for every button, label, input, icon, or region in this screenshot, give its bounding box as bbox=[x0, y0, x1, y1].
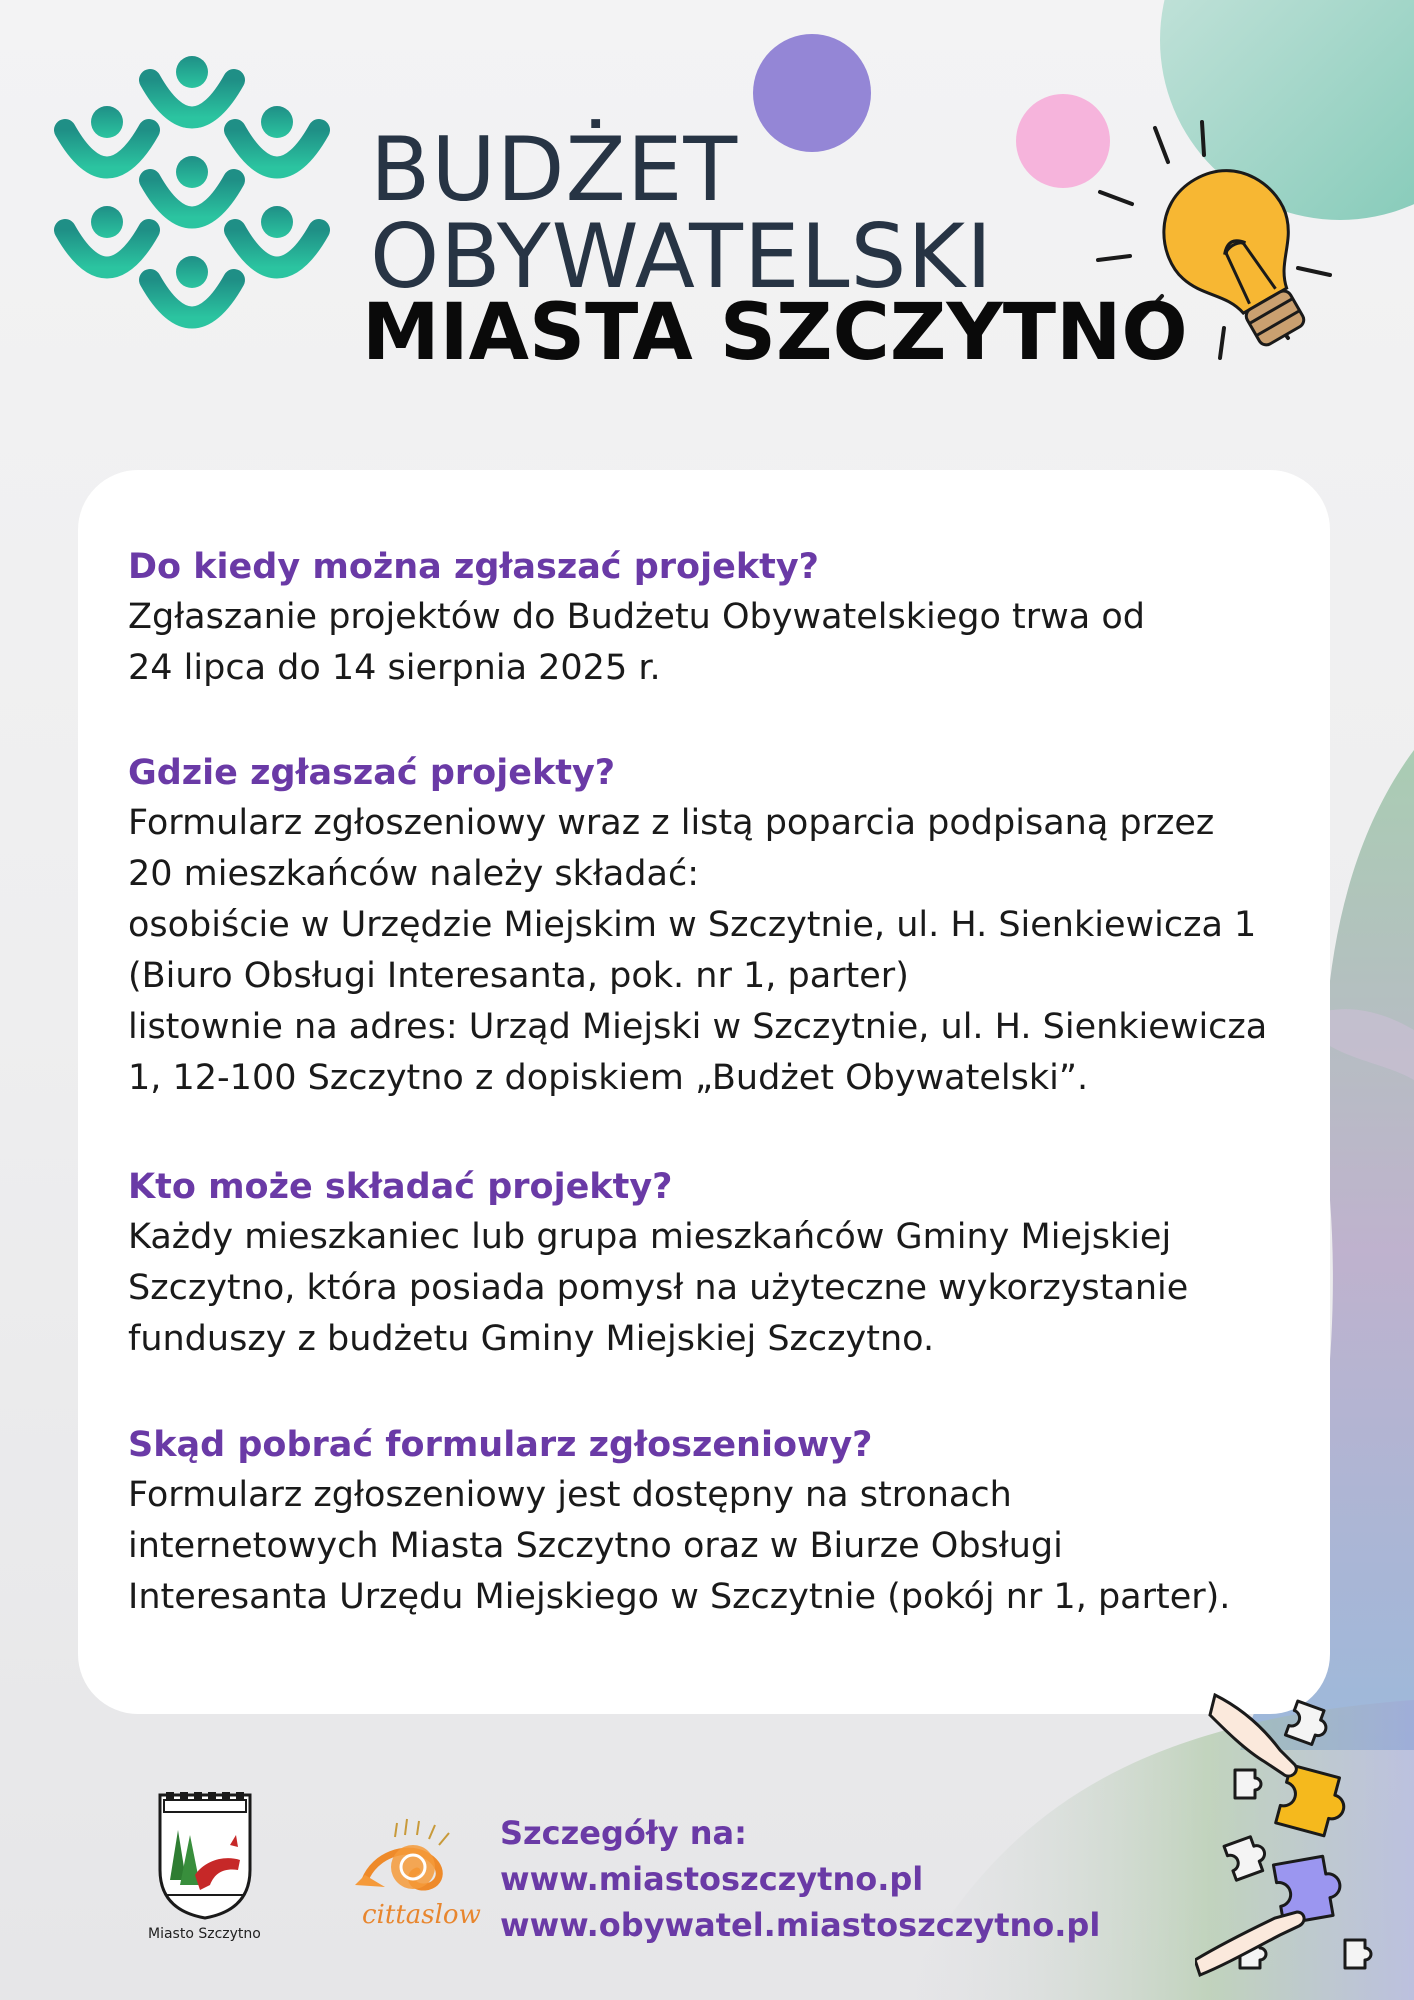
budzet-obywatelski-logo bbox=[52, 40, 342, 370]
answer-where: Formularz zgłoszeniowy wraz z listą poparcia podpisaną przez 20 mieszkańców należy składać: osobiście w Urzędzie Miejskim w Szczytnie, ul. H. Sienkiewicza 1 (Biuro Obsługi Interesanta, pok. nr 1, parter) listownie na adres: Urząd Miejski w Szczytnie, ul. H. Sienkiewicza 1, 12-100 Szczytno z dopiskiem „Budżet Obywatelski”. bbox=[128, 803, 1268, 1098]
question-who: Kto może składać projekty? bbox=[128, 1167, 673, 1207]
question-where: Gdzie zgłaszać projekty? bbox=[128, 753, 616, 793]
question-form-download: Skąd pobrać formularz zgłoszeniowy? bbox=[128, 1425, 873, 1465]
answer-who: Każdy mieszkaniec lub grupa mieszkańców Gminy Miejskiej Szczytno, która posiada pomysł na użyteczne wykorzystanie funduszy z budżetu Gminy Miejskiej Szczytno. bbox=[128, 1217, 1189, 1359]
purple-circle-decoration bbox=[752, 33, 872, 153]
website-link-obywatel[interactable]: www.obywatel.miastoszczytno.pl bbox=[500, 1906, 1101, 1944]
city-crest-logo bbox=[150, 1790, 260, 1920]
question-deadline: Do kiedy można zgłaszać projekty? bbox=[128, 547, 819, 587]
cittaslow-wordmark: cittaslow bbox=[362, 1900, 481, 1930]
cittaslow-snail-logo bbox=[345, 1815, 465, 1895]
section-form-download bbox=[128, 1420, 1298, 1623]
footer-details bbox=[500, 1810, 1100, 1948]
section-who bbox=[128, 1162, 1298, 1365]
title-miasta-szczytno: MIASTA SZCZYTNO bbox=[362, 288, 1188, 378]
details-label: Szczegóły na: bbox=[500, 1814, 747, 1852]
title-obywatelski: OBYWATELSKI bbox=[370, 205, 994, 308]
title-budzet: BUDŻET bbox=[370, 118, 739, 221]
crest-caption: Miasto Szczytno bbox=[148, 1926, 261, 1942]
puzzle-hands-illustration bbox=[1195, 1690, 1395, 1980]
website-link-main[interactable]: www.miastoszczytno.pl bbox=[500, 1860, 924, 1898]
answer-deadline: Zgłaszanie projektów do Budżetu Obywatelskiego trwa od 24 lipca do 14 sierpnia 2025 r. bbox=[128, 597, 1145, 688]
answer-form-download: Formularz zgłoszeniowy jest dostępny na stronach internetowych Miasta Szczytno oraz w Biurze Obsługi Interesanta Urzędu Miejskiego w Szczytnie (pokój nr 1, parter). bbox=[128, 1475, 1231, 1617]
section-where bbox=[128, 748, 1298, 1104]
info-card bbox=[78, 470, 1330, 1714]
section-deadline bbox=[128, 542, 1298, 694]
